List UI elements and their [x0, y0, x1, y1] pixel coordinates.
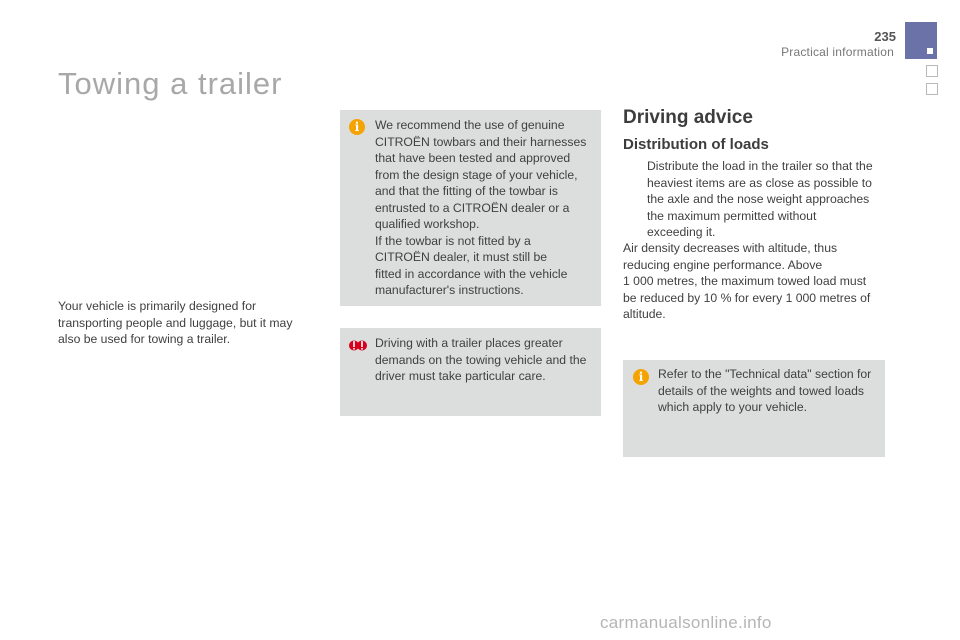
- text-line: CITROËN dealer, it must still be: [375, 250, 548, 264]
- text-line: qualified workshop.: [375, 217, 480, 231]
- text-line: entrusted to a CITROËN dealer or a: [375, 200, 570, 215]
- text-line: driver must take particular care.: [375, 369, 546, 383]
- text-line: demands on the towing vehicle and the: [375, 352, 587, 367]
- text-line: Driving with a trailer places greater: [375, 336, 563, 350]
- warning-text: [375, 335, 597, 385]
- section-name: Practical information: [781, 45, 894, 59]
- info-icon: i: [633, 369, 649, 385]
- text-line: from the design stage of your vehicle,: [375, 167, 578, 182]
- text-line: the maximum permitted without: [647, 208, 817, 223]
- text-line: fitted in accordance with the vehicle: [375, 266, 568, 281]
- text-line: manufacturer's instructions.: [375, 283, 524, 297]
- info-icon: i: [349, 119, 365, 135]
- text-line: CITROËN towbars and their harnesses: [375, 134, 587, 149]
- intro-paragraph: Your vehicle is primarily designed for transporting people and luggage, but it may also be used for towing a trailer.: [58, 299, 293, 346]
- text-line: that have been tested and approved: [375, 151, 571, 165]
- text-line: and that the fitting of the towbar is: [375, 184, 558, 198]
- section-tab-marker: [905, 22, 937, 59]
- tab-box: [926, 83, 938, 95]
- text-line: which apply to your vehicle.: [658, 400, 808, 414]
- altitude-paragraph: [623, 240, 885, 323]
- text-line: If the towbar is not fitted by a: [375, 233, 531, 248]
- text-line: heaviest items are as close as possible to: [647, 175, 872, 190]
- text-line: Refer to the "Technical data" section for: [658, 367, 872, 381]
- recommendation-box: [340, 110, 601, 306]
- text-line: exceeding it.: [647, 225, 716, 239]
- bullet-text: [647, 158, 883, 241]
- reference-text: [658, 366, 882, 416]
- watermark: carmanualsonline.info: [600, 613, 772, 632]
- section-heading: Driving advice: [623, 107, 753, 128]
- text-line: be reduced by 10 % for every 1 000 metres of: [623, 290, 871, 305]
- page-number: 235: [874, 29, 896, 44]
- text-line: the axle and the nose weight approaches: [647, 192, 870, 206]
- text-line: 1 000 metres, the maximum towed load must: [623, 274, 867, 288]
- warning-box: [340, 328, 601, 416]
- reference-box: [623, 360, 885, 457]
- text-line: Air density decreases with altitude, thus: [623, 241, 838, 255]
- subsection-heading: Distribution of loads: [623, 136, 769, 153]
- text-line: Distribute the load in the trailer so that the: [647, 159, 873, 173]
- text-line: reducing engine performance. Above: [623, 257, 823, 272]
- recommendation-text: [375, 117, 597, 299]
- text-line: altitude.: [623, 307, 666, 321]
- text-line: details of the weights and towed loads: [658, 383, 864, 398]
- tab-box: [926, 65, 938, 77]
- warning-icon: [349, 338, 367, 353]
- page-title: Towing a trailer: [58, 66, 283, 101]
- text-line: We recommend the use of genuine: [375, 118, 565, 132]
